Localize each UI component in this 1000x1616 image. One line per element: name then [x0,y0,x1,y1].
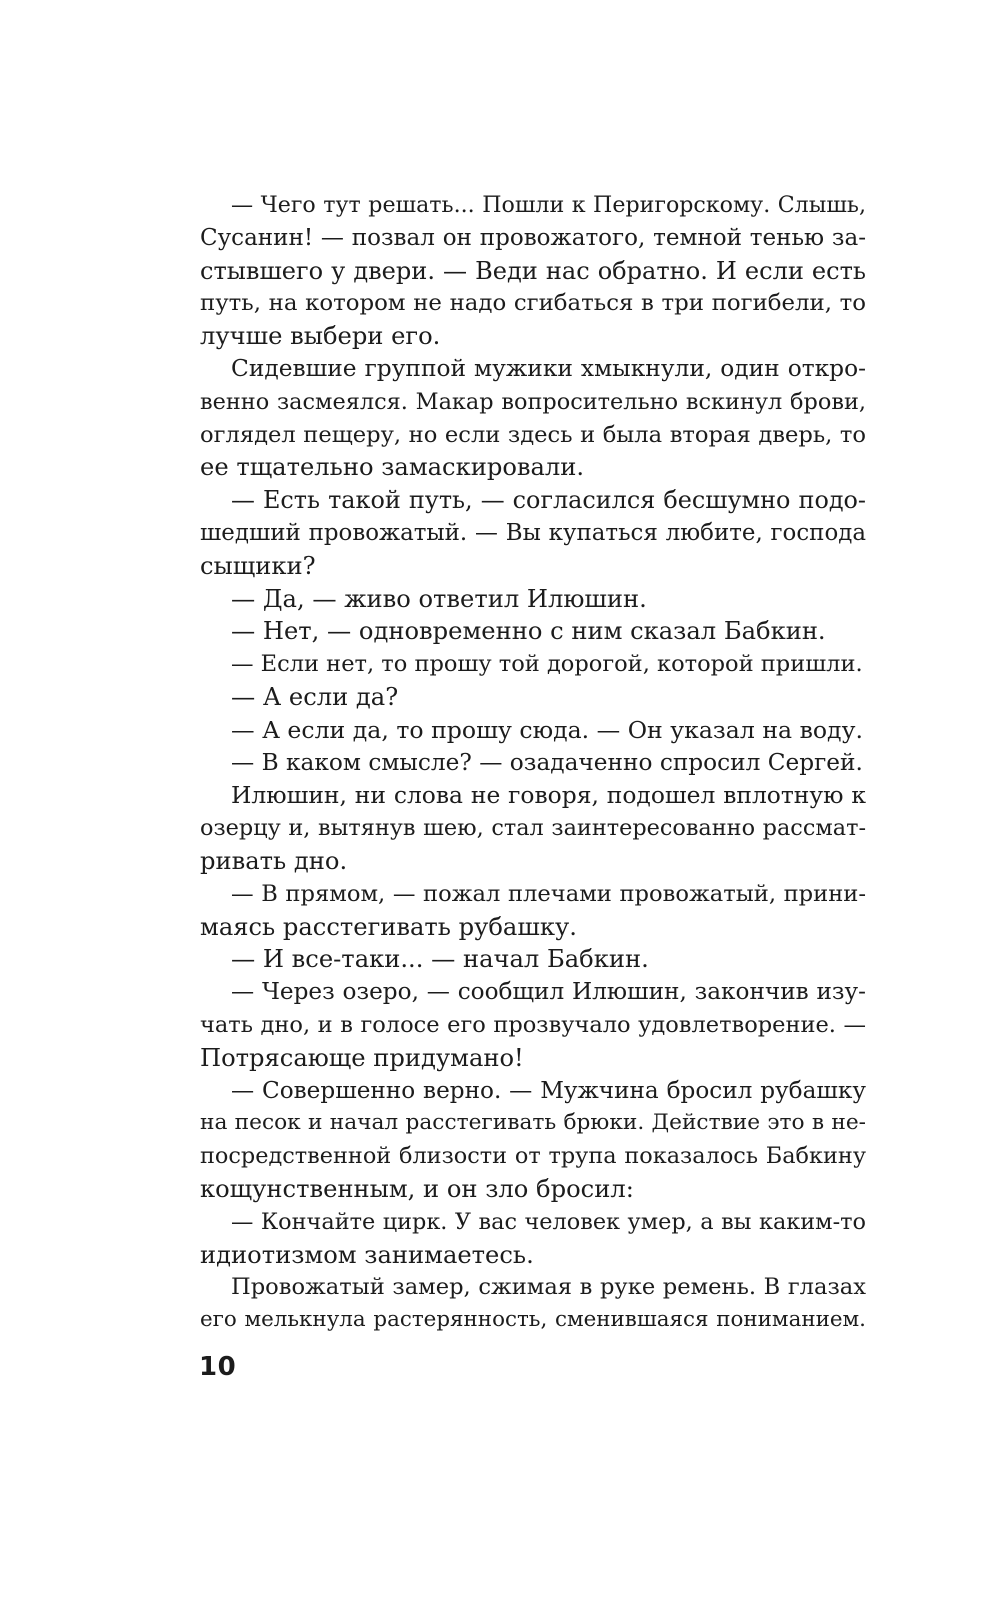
text-line: — Нет, — одновременно с ним сказал Бабкин. [231,617,826,646]
text-line: шедший провожатый. — Вы купаться любите, господа [200,519,866,546]
text-line: Сусанин! — позвал он провожатого, темной тенью за- [200,224,866,251]
text-line: — Есть такой путь, — согласился бесшумно подо- [231,486,866,515]
text-line: — И все-таки... — начал Бабкин. [231,945,649,974]
page-number: 10 [199,1352,237,1382]
text-line: Провожатый замер, сжимая в руке ремень. В глазах [231,1274,866,1301]
text-line: — Совершенно верно. — Мужчина бросил рубашку [231,1077,866,1104]
text-line: венно засмеялся. Макар вопросительно вскинул брови, [200,388,866,415]
text-line: его мелькнула растерянность, сменившаяся пониманием. [200,1307,866,1333]
text-line: Сидевшие группой мужики хмыкнули, один откро- [231,354,866,382]
text-line: маясь расстегивать рубашку. [200,912,577,941]
text-line: — Да, — живо ответил Илюшин. [231,584,647,613]
text-line: ривать дно. [200,846,348,875]
text-line: — А если да? [231,682,399,711]
text-line: лучше выбери его. [200,322,441,351]
text-line: озерцу и, вытянув шею, стал заинтересованно рассмат- [200,815,866,842]
text-line: — В прямом, — пожал плечами провожатый, прини- [231,880,866,907]
text-line: — А если да, то прошу сюда. — Он указал на воду. [231,715,863,744]
text-line: ее тщательно замаскировали. [200,453,585,482]
text-line: — В каком смысле? — озадаченно спросил Сергей. [231,748,863,776]
text-line: кощунственным, и он зло бросил: [200,1174,634,1203]
text-line: посредственной близости от трупа показалось Бабкину [200,1143,866,1170]
text-line: — Чего тут решать... Пошли к Перигорскому. Слышь, [231,192,866,218]
text-line: Потрясающе придумано! [200,1043,524,1072]
text-line: чать дно, и в голосе его прозвучало удовлетворение. — [200,1011,866,1038]
text-line: сыщики? [200,551,316,580]
text-line: путь, на котором не надо сгибаться в три погибели, то [200,290,866,317]
text-line: — Кончайте цирк. У вас человек умер, а вы каким-то [231,1208,866,1235]
text-line: стывшего у двери. — Веди нас обратно. И если есть [200,256,866,285]
text-line: — Через озеро, — сообщил Илюшин, закончив изу- [231,979,866,1006]
text-line: — Если нет, то прошу той дорогой, которой пришли. [231,651,863,678]
text-line: идиотизмом занимаетесь. [200,1240,534,1269]
text-line: оглядел пещеру, но если здесь и была вторая дверь, то [200,421,866,448]
text-line: Илюшин, ни слова не говоря, подошел вплотную к [231,781,866,810]
text-line: на песок и начал расстегивать брюки. Действие это в не- [200,1110,866,1136]
body-text [200,189,866,1337]
